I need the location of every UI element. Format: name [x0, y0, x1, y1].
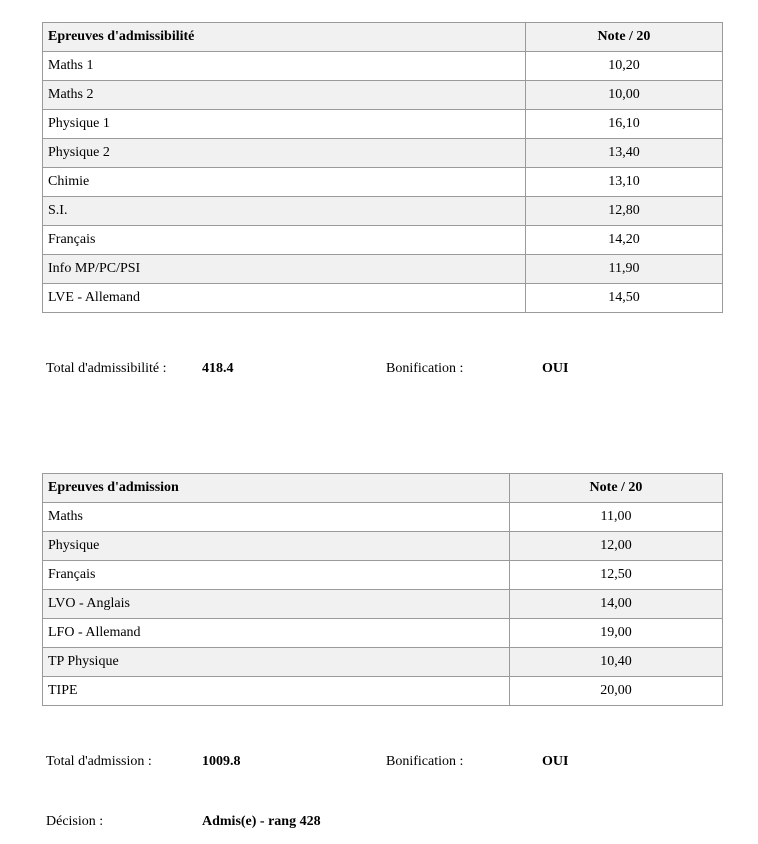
subject-cell: Physique 2 — [43, 139, 526, 168]
subject-cell: LVO - Anglais — [43, 590, 510, 619]
subject-cell: TIPE — [43, 677, 510, 706]
note-cell: 14,20 — [526, 226, 723, 255]
note-cell: 13,10 — [526, 168, 723, 197]
note-cell: 10,20 — [526, 52, 723, 81]
table-row — [43, 255, 723, 284]
note-cell: 19,00 — [510, 619, 723, 648]
subject-cell: Chimie — [43, 168, 526, 197]
subject-cell: Physique — [43, 532, 510, 561]
admission-total-label: Total d'admission : — [46, 754, 152, 769]
table-row — [43, 226, 723, 255]
table-row — [43, 284, 723, 313]
subject-cell: Maths 2 — [43, 81, 526, 110]
subject-cell: Maths 1 — [43, 52, 526, 81]
table-row — [43, 619, 723, 648]
subject-cell: Info MP/PC/PSI — [43, 255, 526, 284]
admission-subject-header: Epreuves d'admission — [43, 474, 510, 503]
admissibilite-total-value: 418.4 — [202, 361, 234, 376]
subject-cell: Français — [43, 561, 510, 590]
table-row — [43, 197, 723, 226]
note-cell: 14,00 — [510, 590, 723, 619]
admissibilite-table — [42, 22, 723, 313]
table-row — [43, 81, 723, 110]
note-cell: 14,50 — [526, 284, 723, 313]
note-cell: 13,40 — [526, 139, 723, 168]
subject-cell: Maths — [43, 503, 510, 532]
table-row — [43, 677, 723, 706]
note-cell: 10,40 — [510, 648, 723, 677]
subject-cell: LFO - Allemand — [43, 619, 510, 648]
table-row — [43, 503, 723, 532]
admission-header-row — [43, 474, 723, 503]
admissibilite-total-label: Total d'admissibilité : — [46, 361, 167, 376]
admissibilite-bonus-value: OUI — [542, 361, 569, 376]
admission-total-value: 1009.8 — [202, 754, 241, 769]
note-cell: 12,80 — [526, 197, 723, 226]
admission-note-header: Note / 20 — [510, 474, 723, 503]
admission-bonus-label: Bonification : — [386, 754, 464, 769]
table-row — [43, 648, 723, 677]
note-cell: 11,00 — [510, 503, 723, 532]
note-cell: 20,00 — [510, 677, 723, 706]
note-cell: 12,50 — [510, 561, 723, 590]
admission-bonus-value: OUI — [542, 754, 569, 769]
table-row — [43, 590, 723, 619]
table-row — [43, 532, 723, 561]
admissibilite-header-row — [43, 23, 723, 52]
note-cell: 16,10 — [526, 110, 723, 139]
admissibilite-bonus-label: Bonification : — [386, 361, 464, 376]
table-row — [43, 168, 723, 197]
table-row — [43, 561, 723, 590]
admissibilite-subject-header: Epreuves d'admissibilité — [43, 23, 526, 52]
note-cell: 10,00 — [526, 81, 723, 110]
decision-value: Admis(e) - rang 428 — [202, 814, 321, 829]
subject-cell: Français — [43, 226, 526, 255]
note-cell: 11,90 — [526, 255, 723, 284]
table-row — [43, 110, 723, 139]
decision-label: Décision : — [46, 814, 104, 829]
table-row — [43, 139, 723, 168]
subject-cell: TP Physique — [43, 648, 510, 677]
note-cell: 12,00 — [510, 532, 723, 561]
subject-cell: Physique 1 — [43, 110, 526, 139]
subject-cell: S.I. — [43, 197, 526, 226]
table-row — [43, 52, 723, 81]
subject-cell: LVE - Allemand — [43, 284, 526, 313]
admission-table — [42, 473, 723, 706]
admissibilite-note-header: Note / 20 — [526, 23, 723, 52]
